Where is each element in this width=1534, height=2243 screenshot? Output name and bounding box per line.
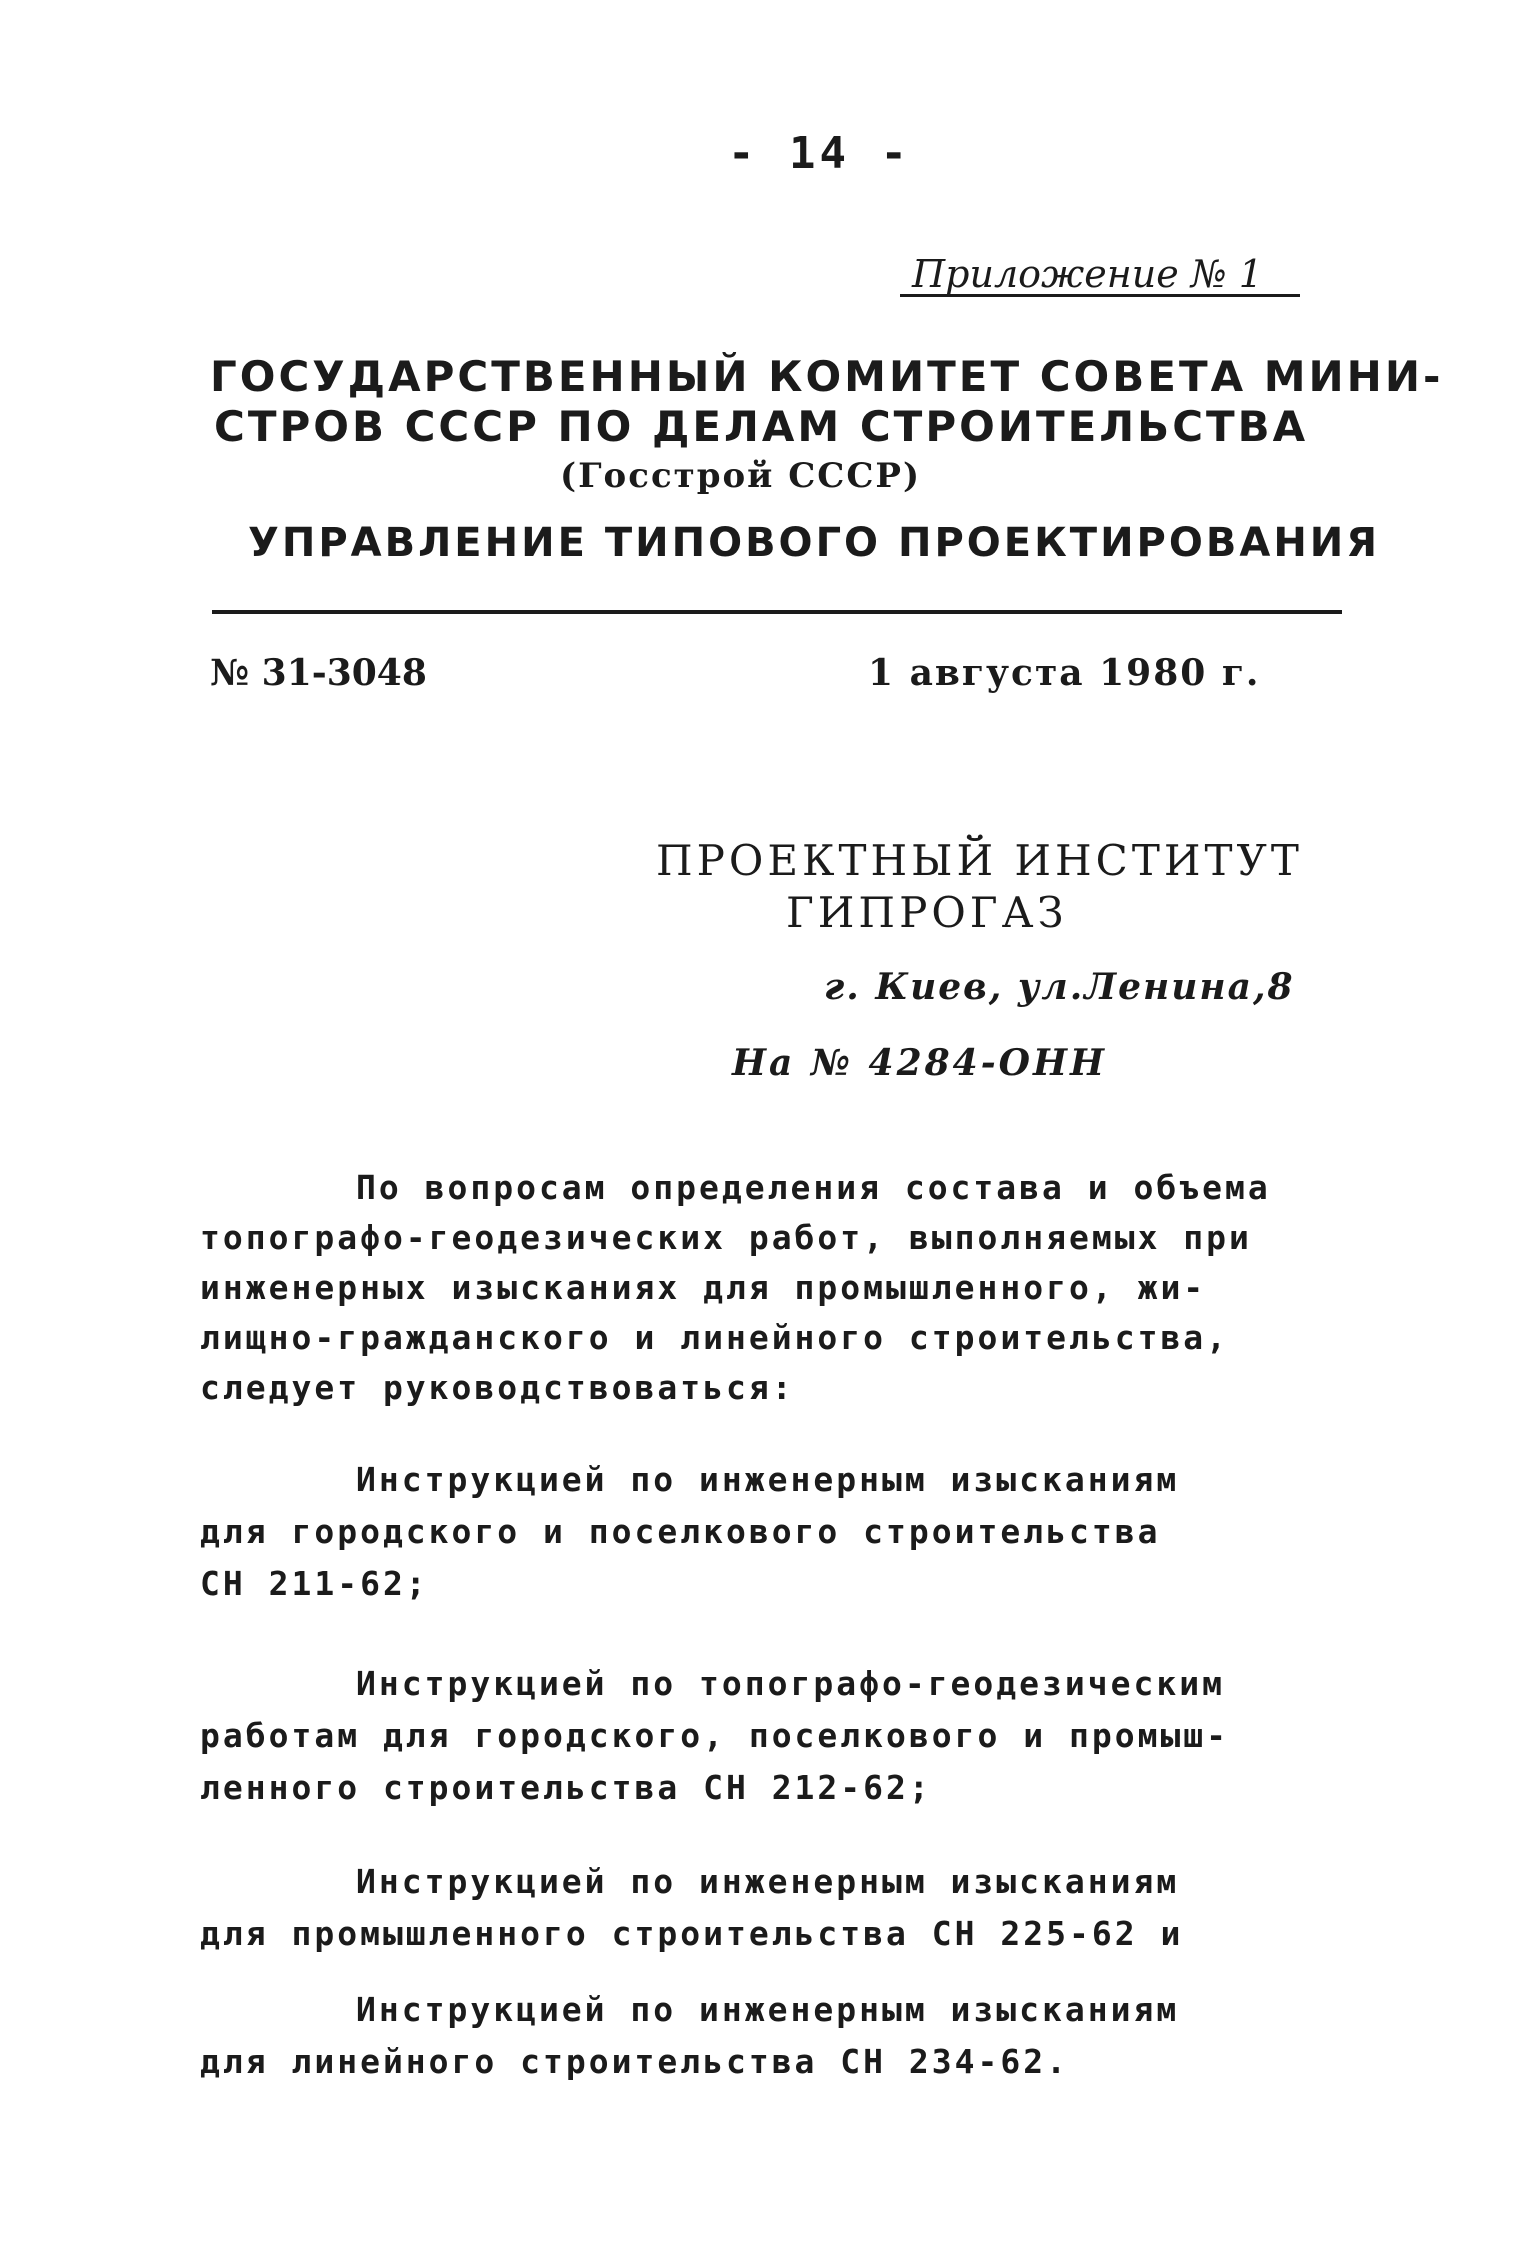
addressee-institute-line2: ГИПРОГАЗ [786,888,1068,937]
body-line: Инструкцией по топографо-геодезическим [356,1664,1225,1703]
committee-short-name: (Госстрой СССР) [560,456,922,496]
appendix-label: Приложение № 1 [912,252,1263,296]
committee-name-line2: СТРОВ СССР ПО ДЕЛАМ СТРОИТЕЛЬСТВА [214,402,1309,451]
page-number: - 14 - [728,128,911,179]
addressee-address: г. Киев, ул.Ленина,8 [824,966,1295,1008]
body-line: По вопросам определения состава и объема [356,1168,1271,1207]
body-line: Инструкцией по инженерным изысканиям [356,1862,1180,1901]
body-line: для промышленного строительства СН 225-62 и [200,1914,1184,1953]
body-line: Инструкцией по инженерным изысканиям [356,1990,1180,2029]
body-line: следует руководствоваться: [200,1368,795,1407]
body-line: ленного строительства СН 212-62; [200,1768,932,1807]
body-line: топографо-геодезических работ, выполняемых при [200,1218,1252,1257]
body-line: для городского и поселкового строительства [200,1512,1161,1551]
addressee-institute-line1: ПРОЕКТНЫЙ ИНСТИТУТ [656,836,1303,885]
department-name: УПРАВЛЕНИЕ ТИПОВОГО ПРОЕКТИРОВАНИЯ [248,520,1381,566]
body-line: для линейного строительства СН 234-62. [200,2042,1069,2081]
body-line: работам для городского, поселкового и промыш- [200,1716,1230,1755]
reference-number: На № 4284-ОНН [732,1042,1108,1084]
body-line: инженерных изысканиях для промышленного, жи- [200,1268,1207,1307]
header-rule [212,610,1342,614]
appendix-underline [900,294,1300,297]
committee-name-line1: ГОСУДАРСТВЕННЫЙ КОМИТЕТ СОВЕТА МИНИ- [210,352,1444,401]
document-number: № 31-3048 [210,652,427,694]
body-line: СН 211-62; [200,1564,429,1603]
document-date: 1 августа 1980 г. [868,652,1261,694]
body-line: лищно-гражданского и линейного строительства, [200,1318,1230,1357]
body-line: Инструкцией по инженерным изысканиям [356,1460,1180,1499]
